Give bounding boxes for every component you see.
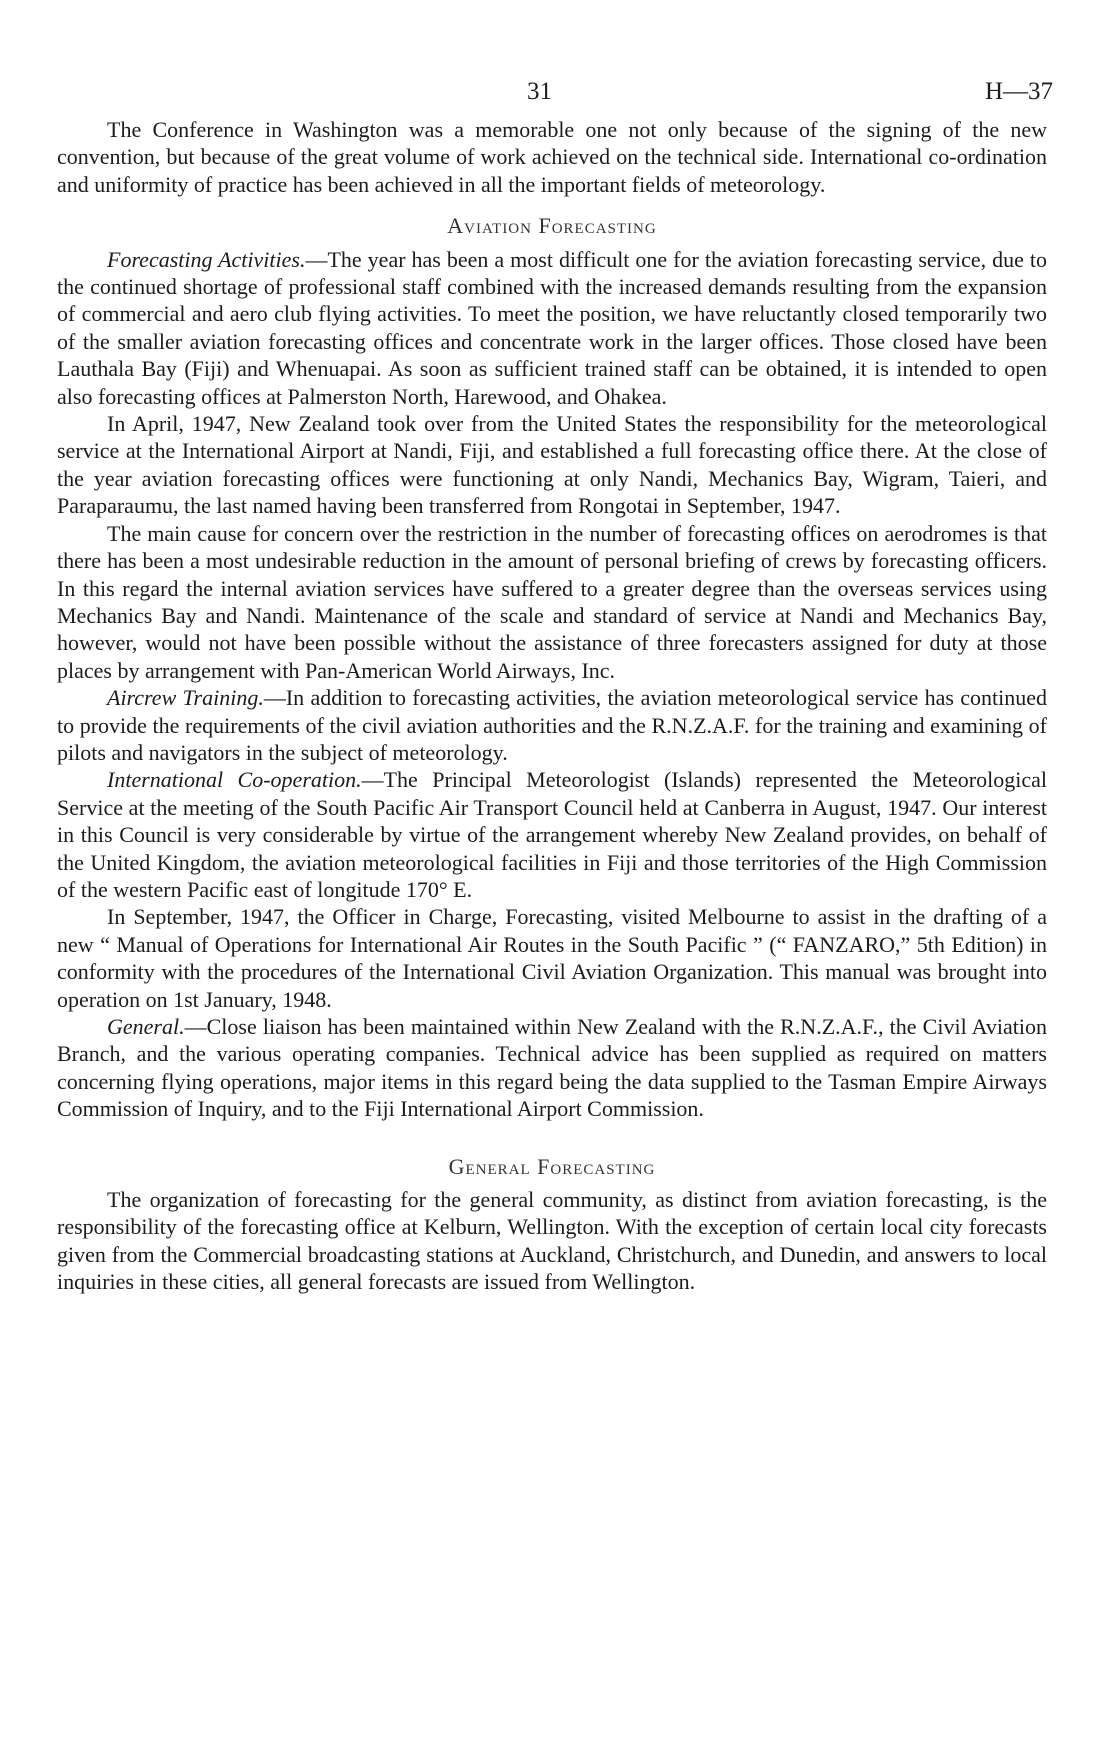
general-text: —Close liaison has been maintained within New Zealand with the R.N.Z.A.F., the Civil Aviation Branch, and the various operating companies. Technical advice has been supplied as required on matters concerning flying operations, major items in this regard being the data supplied to the Tasman Empire Airways Commission of Inquiry, and to the Fiji International Airport Commission. — [57, 1014, 1047, 1122]
concern-paragraph: The main cause for concern over the restriction in the number of forecasting offices on aerodromes is that there has been a most undesirable reduction in the amount of personal briefing of crews by forecasting officers. In this regard the internal aviation services have suffered to a greater degree than the overseas services using Mechanics Bay and Nandi. Maintenance of the scale and standard of service at Nandi and Mechanics Bay, however, would not have been possible without the assistance of three forecasters assigned for duty at those places by arrangement with Pan-American World Airways, Inc. — [57, 520, 1047, 683]
document-reference: H—37 — [984, 78, 1053, 105]
general-paragraph — [57, 1013, 1047, 1123]
international-cooperation-subhead: International Co-operation. — [107, 767, 362, 793]
page-number: 31 — [527, 78, 552, 105]
page-header — [57, 70, 1053, 116]
aircrew-training-text: —In addition to forecasting activities, the aviation meteorological service has continued to provide the requirements of the civil aviation authorities and the R.N.Z.A.F. for the training and examining of pilots and navigators in the subject of meteorology. — [57, 685, 1047, 765]
general-forecasting-heading: General Forecasting — [448, 1153, 656, 1179]
forecasting-activities-subhead: Forecasting Activities. — [107, 246, 306, 272]
international-cooperation-paragraph — [57, 766, 1047, 903]
aircrew-training-subhead: Aircrew Training. — [107, 685, 264, 711]
forecasting-activities-text: —The year has been a most difficult one for the aviation forecasting service, due to the continued shortage of professional staff combined with the increased demands resulting from the expansion of commercial and aero club flying activities. To meet the position, we have reluctantly closed temporarily two of the smaller aviation forecasting offices and concentrate work in the larger offices. Those closed have been Lauthala Bay (Fiji) and Whenuapai. As soon as sufficient trained staff can be obtained, it is intended to open also forecasting offices at Palmerston North, Harewood, and Ohakea. — [57, 246, 1047, 409]
international-cooperation-text: —The Principal Meteorologist (Islands) represented the Meteorological Service at the meeting of the South Pacific Air Transport Council held at Canberra in August, 1947. Our interest in this Council is very considerable by virtue of the arrangement whereby New Zealand provides, on behalf of the United Kingdom, the aviation meteorological facilities in Fiji and those territories of the High Commission of the western Pacific east of longitude 170° E. — [57, 767, 1047, 902]
document-page — [57, 70, 1053, 1296]
general-subhead: General. — [107, 1014, 185, 1039]
nandi-paragraph: In April, 1947, New Zealand took over from the United States the responsibility for the meteorological service at the International Airport at Nandi, Fiji, and established a full forecasting office there. At the close of the year aviation forecasting offices were functioning at only Nandi, Mechanics Bay, Wigram, Taieri, and Paraparaumu, the last named having been transferred from Rongotai in September, 1947. — [57, 411, 1047, 519]
aircrew-training-paragraph — [57, 684, 1047, 766]
forecasting-activities-paragraph — [57, 246, 1047, 410]
document-body — [57, 116, 1047, 1296]
intro-paragraph: The Conference in Washington was a memorable one not only because of the signing of the new convention, but because of the great volume of work achieved on the technical side. International co-ordination and uniformity of practice has been achieved in all the important fields of meteorology. — [57, 117, 1047, 197]
general-forecasting-paragraph: The organization of forecasting for the general community, as distinct from aviation forecasting, is the responsibility of the forecasting office at Kelburn, Wellington. With the exception of certain local city forecasts given from the Commercial broadcasting stations at Auckland, Christchurch, and Dunedin, and answers to local inquiries in these cities, all general forecasts are issued from Wellington. — [57, 1187, 1047, 1295]
manual-paragraph: In September, 1947, the Officer in Charge, Forecasting, visited Melbourne to assist in the drafting of a new “ Manual of Operations for International Air Routes in the South Pacific ” (“ FANZARO,” 5th Edition) in conformity with the procedures of the International Civil Aviation Organization. This manual was brought into operation on 1st January, 1948. — [57, 904, 1047, 1012]
aviation-forecasting-heading: Aviation Forecasting — [447, 213, 657, 239]
